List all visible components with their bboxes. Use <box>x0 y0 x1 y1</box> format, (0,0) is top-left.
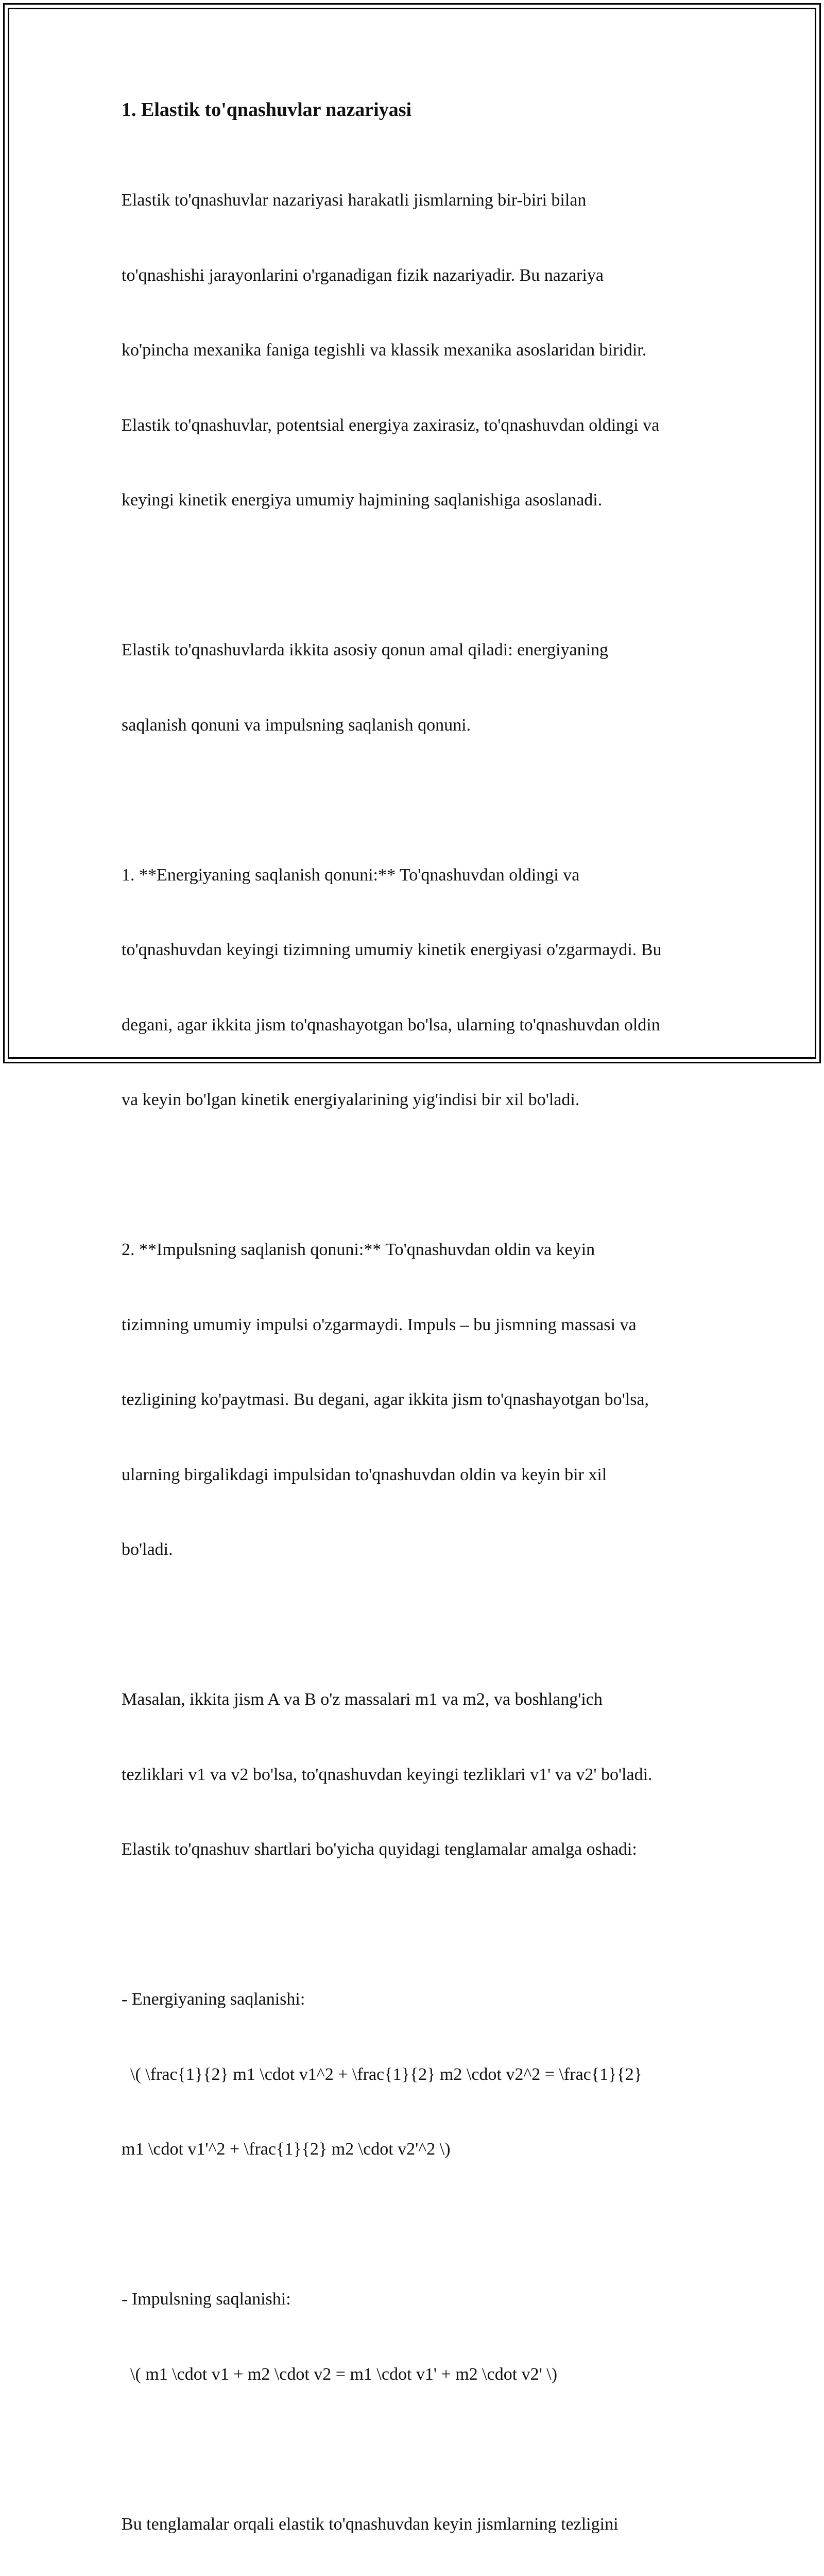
text-line: 1. **Energiyaning saqlanish qonuni:** To'qnashuvdan oldingi va <box>122 863 709 888</box>
text-line: Masalan, ikkita jism A va B o'z massalari m1 va m2, va boshlang'ich <box>122 1687 709 1713</box>
text-line: ularning birgalikdagi impulsidan to'qnashuvdan oldin va keyin bir xil <box>122 1463 709 1488</box>
text-line: Bu tenglamalar orqali elastik to'qnashuvdan keyin jismlarning tezligini <box>122 2512 709 2537</box>
text-line: Elastik to'qnashuvlar nazariyasi harakatli jismlarning bir-biri bilan <box>122 188 709 213</box>
paragraph-laws-summary <box>122 588 709 788</box>
text-line: Elastik to'qnashuvlar, potentsial energiya zaxirasiz, to'qnashuvdan oldingi va <box>122 413 709 438</box>
paragraph-momentum-law <box>122 1188 709 1613</box>
text-line: Elastik to'qnashuvlarda ikkita asosiy qonun amal qiladi: energiyaning <box>122 638 709 663</box>
text-line: va keyin bo'lgan kinetik energiyalarining yig'indisi bir xil bo'ladi. <box>122 1088 709 1113</box>
paragraph-energy-equation <box>122 1937 709 2212</box>
paragraph-example <box>122 1637 709 1912</box>
equation-line: m1 \cdot v1'^2 + \frac{1}{2} m2 \cdot v2'^2 \) <box>122 2137 709 2162</box>
document-body <box>122 96 709 2576</box>
text-line: bo'ladi. <box>122 1537 709 1563</box>
text-line: to'qnashishi jarayonlarini o'rganadigan fizik nazariyadir. Bu nazariya <box>122 263 709 289</box>
text-line: Elastik to'qnashuv shartlari bo'yicha quyidagi tenglamalar amalga oshadi: <box>122 1837 709 1862</box>
text-line: tizimning umumiy impulsi o'zgarmaydi. Impuls – bu jismning massasi va <box>122 1313 709 1338</box>
equation-line: \( m1 \cdot v1 + m2 \cdot v2 = m1 \cdot v1' + m2 \cdot v2' \) <box>122 2362 709 2387</box>
equation-line: \( \frac{1}{2} m1 \cdot v1^2 + \frac{1}{2} m2 \cdot v2^2 = \frac{1}{2} <box>122 2062 709 2088</box>
paragraph-conclusion <box>122 2462 709 2576</box>
text-line: tezligining ko'paytmasi. Bu degani, agar ikkita jism to'qnashayotgan bo'lsa, <box>122 1387 709 1413</box>
text-line: degani, agar ikkita jism to'qnashayotgan bo'lsa, ularning to'qnashuvdan oldin <box>122 1013 709 1038</box>
paragraph-intro <box>122 138 709 563</box>
text-line: ko'pincha mexanika faniga tegishli va klassik mexanika asoslaridan biridir. <box>122 338 709 363</box>
text-line: keyingi kinetik energiya umumiy hajmining saqlanishiga asoslanadi. <box>122 488 709 513</box>
text-line: - Energiyaning saqlanishi: <box>122 1987 709 2012</box>
paragraph-momentum-equation <box>122 2237 709 2437</box>
section-heading: 1. Elastik to'qnashuvlar nazariyasi <box>122 96 709 124</box>
text-line: - Impulsning saqlanishi: <box>122 2287 709 2312</box>
text-line: 2. **Impulsning saqlanish qonuni:** To'qnashuvdan oldin va keyin <box>122 1238 709 1263</box>
text-line: to'qnashuvdan keyingi tizimning umumiy kinetik energiyasi o'zgarmaydi. Bu <box>122 938 709 963</box>
text-line: tezliklari v1 va v2 bo'lsa, to'qnashuvdan keyingi tezliklari v1' va v2' bo'ladi. <box>122 1762 709 1788</box>
text-line: saqlanish qonuni va impulsning saqlanish qonuni. <box>122 713 709 738</box>
paragraph-energy-law <box>122 813 709 1163</box>
